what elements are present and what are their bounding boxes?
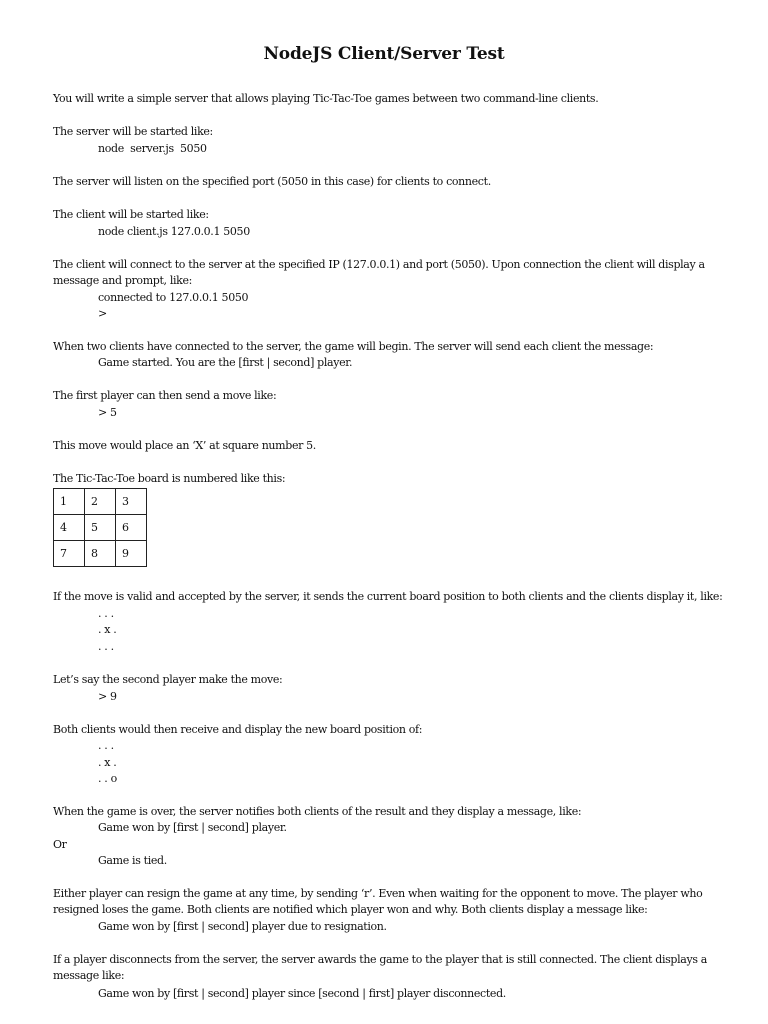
game-tied-message: Game is tied. <box>98 854 167 867</box>
board-cell: 1 <box>54 489 85 515</box>
board-display-row: . . . <box>98 739 114 752</box>
resign-message: Game won by [first | second] player due to resignation. <box>98 920 387 933</box>
client-connect-text: The client will connect to the server at the specified IP (127.0.0.1) and port (5050). Upon connection the client will display a message and prompt, like: <box>53 258 705 287</box>
board-cell: 3 <box>116 489 147 515</box>
client-start-text: The client will be started like: <box>53 208 209 221</box>
first-move-text: The first player can then send a move like: <box>53 389 277 402</box>
board-cell: 4 <box>54 515 85 541</box>
game-start-text: When two clients have connected to the server, the game will begin. The server will send each client the message: <box>53 340 654 353</box>
server-start-command: node server.js 5050 <box>98 142 207 155</box>
board-numbering-table <box>53 488 147 567</box>
board-display-row: . . . <box>98 640 114 653</box>
board-cell: 9 <box>116 541 147 567</box>
game-over-text: When the game is over, the server notifies both clients of the result and they display a message, like: <box>53 805 582 818</box>
connected-message: connected to 127.0.0.1 5050 <box>98 291 249 304</box>
board-cell: 6 <box>116 515 147 541</box>
game-start-message: Game started. You are the [first | second] player. <box>98 356 353 369</box>
first-move-command: > 5 <box>98 406 117 419</box>
game-won-message: Game won by [first | second] player. <box>98 821 287 834</box>
board-display-row: . x . <box>98 756 117 769</box>
resign-text: Either player can resign the game at any time, by sending ‘r’. Even when waiting for the opponent to move. The player who resigned loses the game. Both clients are notified which player won and why. Both clients display a message like: <box>53 887 703 916</box>
disconnect-message: Game won by [first | second] player since [second | first] player disconnected. <box>98 987 506 1000</box>
board-cell: 2 <box>85 489 116 515</box>
page-title: NodeJS Client/Server Test <box>263 44 505 64</box>
server-listen-text: The server will listen on the specified port (5050 in this case) for clients to connect. <box>53 175 491 188</box>
board-row <box>54 541 147 567</box>
disconnect-text: If a player disconnects from the server, the server awards the game to the player that is still connected. The client displays a message like: <box>53 953 708 982</box>
board-row <box>54 515 147 541</box>
valid-move-text: If the move is valid and accepted by the server, it sends the current board position to both clients and the clients display it, like: <box>53 590 723 603</box>
client-start-command: node client.js 127.0.0.1 5050 <box>98 225 250 238</box>
server-start-text: The server will be started like: <box>53 125 213 138</box>
intro-paragraph: You will write a simple server that allows playing Tic-Tac-Toe games between two command-line clients. <box>53 92 599 105</box>
board-cell: 7 <box>54 541 85 567</box>
move-effect-text: This move would place an ‘X’ at square number 5. <box>53 439 316 452</box>
board-display-row: . . . <box>98 607 114 620</box>
new-board-text: Both clients would then receive and display the new board position of: <box>53 723 423 736</box>
board-display-row: . x . <box>98 623 117 636</box>
board-cell: 5 <box>85 515 116 541</box>
second-move-text: Let’s say the second player make the move: <box>53 673 283 686</box>
board-cell: 8 <box>85 541 116 567</box>
board-intro-text: The Tic-Tac-Toe board is numbered like this: <box>53 472 286 485</box>
second-move-command: > 9 <box>98 690 117 703</box>
or-text: Or <box>53 838 67 851</box>
board-display-row: . . o <box>98 772 117 785</box>
board-row <box>54 489 147 515</box>
prompt-symbol: > <box>98 307 107 320</box>
